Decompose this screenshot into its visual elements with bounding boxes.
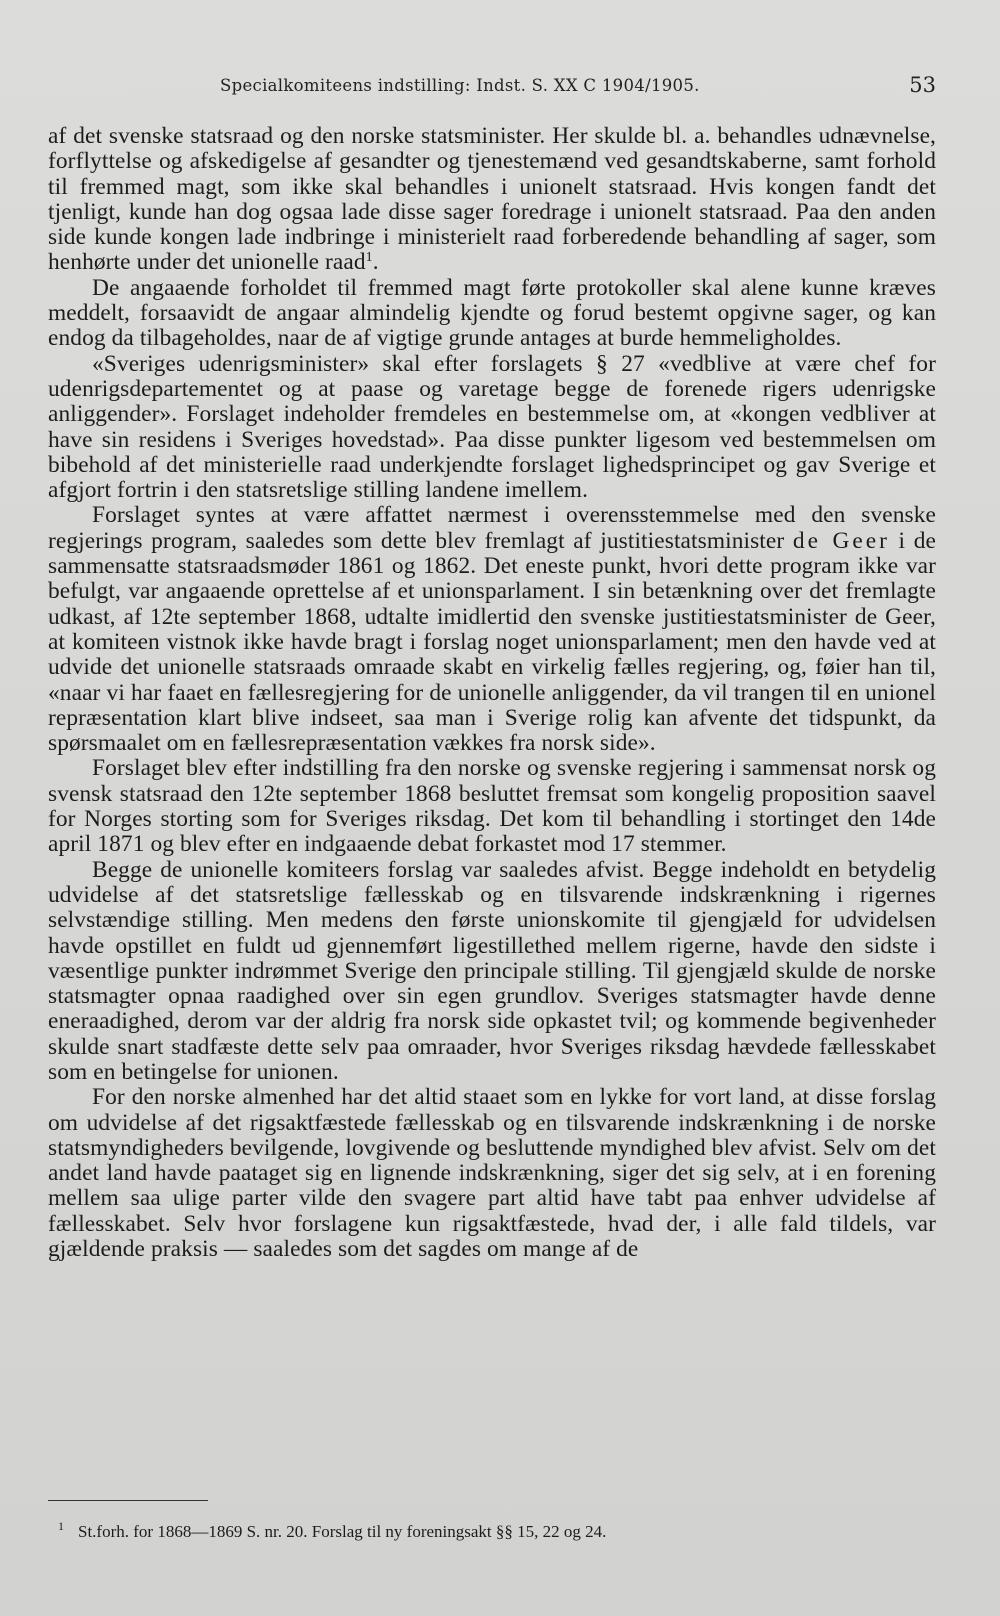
paragraph-text: i de sammensatte statsraadsmøder 1861 og 1862. Det eneste punkt, hvori dette program ikke var befulgt, var angaaende oprettelse af et unionsparlament. I sin betænkning over det fremlagte udkast, af 12te september 1868, udtalte imidlertid den svenske justitiestatsminister de Geer, at komiteen vistnok ikke havde bragt i forslag noget unionsparlament; men den havde ved at udvide det unionelle statsraads omraade skabt en virkelig fælles regjering, og, føier han til, «naar vi har faaet en fællesregjering for de unionelle anliggender, da vil trangen til en unionel repræsentation klart blive indseet, saa man i Sverige rolig kan afvente det tidspunkt, da spørsmaalet om en fællesrepræsentation vækkes fra norsk side». [48, 527, 937, 757]
paragraph: De angaaende forholdet til fremmed magt førte protokoller skal alene kunne kræves meddelt, forsaavidt de angaar almindelig kjendte og forud bestemt opgivne sager, og kan endog da tilbageholdes, naar de af vigtige grunde antages at burde hemmeligholdes. [48, 274, 936, 352]
paragraph-text: Forslaget syntes at være affattet nærmest i overensstemmelse med den svenske regjerings program, saaledes som dette blev fremlagt af justitiestatsminister [48, 502, 936, 554]
paragraph: Forslaget blev efter indstilling fra den norske og svenske regjering i sammensat norsk og svensk statsraad den 12te september 1868 besluttet fremsat som kongelig proposition saavel for Norges storting som for Sveriges riksdag. Det kom til behandling i stortinget den 14de april 1871 og blev efter en indgaaende debat forkastet mod 17 stemmer. [48, 755, 936, 858]
footnote-text: St.forh. for 1868—1869 S. nr. 20. Forslag til ny foreningsakt §§ 15, 22 og 24. [78, 1522, 607, 1541]
footnote-mark: 1 [58, 1519, 64, 1533]
footnote-reference: 1 [365, 250, 373, 266]
paragraph: For den norske almenhed har det altid staaet som en lykke for vort land, at disse forslag om udvidelse af det rigsaktfæstede fællesskab og en tilsvarende indskrænkning i de norske statsmyndigheders bevilgende, lovgivende og besluttende myndighed blev afvist. Selv om det andet land havde paataget sig en lignende indskrænkning, siger det sig selv, at i en forening mellem saa ulige parter vilde den svagere part altid have tabt paa enhver udvidelse af fællesskabet. Selv hvor forslagene kun rigsaktfæstede, hvad der, i alle fald tildels, var gjældende praksis — saaledes som det sagdes om mange af de [48, 1084, 936, 1263]
person-name-spaced: de Geer [792, 527, 890, 554]
paragraph [48, 124, 936, 276]
body-text [48, 124, 936, 1262]
paragraph-text: af det svenske statsraad og den norske statsminister. Her skulde bl. a. behandles udnævnelse, forflyttelse og afskedigelse af gesandter og tjenestemænd ved gesandtskaberne, samt forhold til fremmed magt, som ikke skal behandles i unionelt statsraad. Hvis kongen fandt det tjenligt, kunde han dog ogsaa lade disse sager foredrage i unionelt statsraad. Paa den anden side kunde kongen lade indbringe i ministerielt raad forberedende behandling af sager, som henhørte under det unionelle raad [48, 123, 936, 276]
paragraph: «Sveriges udenrigsminister» skal efter forslagets § 27 «vedblive at være chef for udenrigsdepartementet og at paase og varetage begge de forenede rigers udenrigske anliggender». Forslaget indeholder fremdeles en bestemmelse om, at «kongen vedbliver at have sin residens i Sveriges hovedstad». Paa disse punkter ligesom ved bestemmelsen om bibehold af det ministerielle raad underkjendte forslaget lighedsprincipet og gav Sverige et afgjort fortrin i den statsretslige stilling landene imellem. [48, 350, 936, 504]
footnote [58, 1515, 938, 1543]
paragraph: Begge de unionelle komiteers forslag var saaledes afvist. Begge indeholdt en betydelig udvidelse af det statsretslige fællesskab og en tilsvarende indskrænkning i rigernes selvstændige stilling. Men medens den første unionskomite til gjengjæld for udvidelsen havde opstillet en fuldt ud gjennemført ligestillethed mellem rigerne, havde den sidste i væsentlige punkter indrømmet Sverige den principale stilling. Til gjengjæld skulde de norske statsmagter opnaa raadighed over sin egen grundlov. Sveriges statsmagter havde denne eneraadighed, derom var der aldrig fra norsk side opkastet tvil; og kommende begivenheder skulde snart stadfæste dette selv paa omraader, hvor Sveriges riksdag hævdede fællesskabet som en betingelse for unionen. [48, 856, 936, 1085]
paragraph-text: . [372, 249, 379, 276]
footnote-rule [48, 1500, 208, 1501]
paragraph [48, 503, 936, 756]
page-number: 53 [909, 73, 936, 97]
running-header: Specialkomiteens indstilling: Indst. S. XX C 1904/1905. [220, 76, 700, 95]
